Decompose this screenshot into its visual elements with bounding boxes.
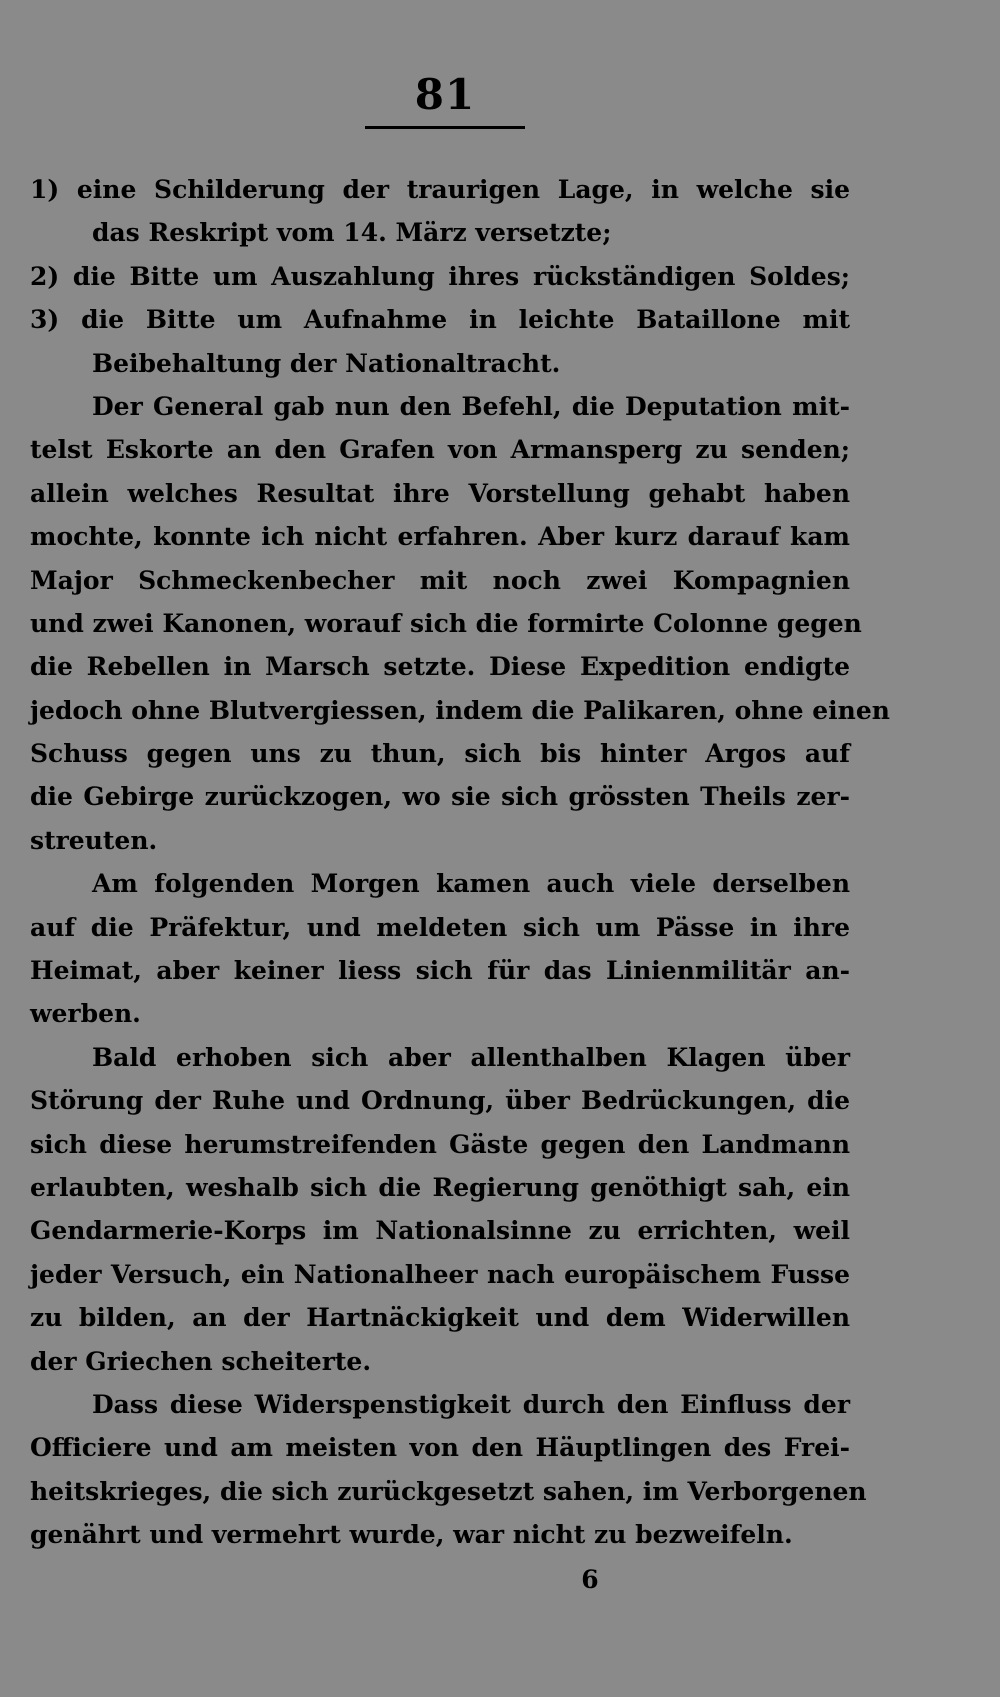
text-line: jeder Versuch, ein Nationalheer nach europäischem Fusse (30, 1259, 850, 1289)
text-line: Heimat, aber keiner liess sich für das Linienmilitär an- (30, 956, 850, 986)
body-text (30, 168, 890, 1557)
text-line: 1) eine Schilderung der traurigen Lage, in welche sie (30, 175, 850, 204)
header-rule (365, 126, 525, 129)
text-line: die Gebirge zurückzogen, wo sie sich grössten Theils zer- (30, 782, 850, 812)
text-line: werben. (30, 999, 141, 1029)
text-line: sich diese herumstreifenden Gäste gegen den Landmann (30, 1129, 850, 1159)
text-line: telst Eskorte an den Grafen von Armansperg zu senden; (30, 435, 850, 465)
text-line: Beibehaltung der Nationaltracht. (92, 348, 561, 378)
text-line: 2) die Bitte um Auszahlung ihres rückständigen Soldes; (30, 261, 850, 291)
text-line: streuten. (30, 825, 158, 855)
text-line: Schuss gegen uns zu thun, sich bis hinter Argos auf (30, 739, 850, 769)
text-line: das Reskript vom 14. März versetzte; (92, 218, 612, 248)
text-line: zu bilden, an der Hartnäckigkeit und dem Widerwillen (30, 1303, 850, 1333)
signature-mark: 6 (581, 1565, 599, 1594)
text-line: der Griechen scheiterte. (30, 1346, 372, 1376)
text-line: die Rebellen in Marsch setzte. Diese Expedition endigte (30, 652, 850, 682)
text-line: jedoch ohne Blutvergiessen, indem die Palikaren, ohne einen (30, 695, 890, 725)
text-line: heitskrieges, die sich zurückgesetzt sahen, im Verborgenen (30, 1476, 867, 1506)
text-line: mochte, konnte ich nicht erfahren. Aber kurz darauf kam (30, 522, 850, 552)
text-line: und zwei Kanonen, worauf sich die formirte Colonne gegen (30, 608, 862, 638)
text-line: Am folgenden Morgen kamen auch viele derselben (92, 869, 850, 899)
text-line: Bald erhoben sich aber allenthalben Klagen über (92, 1042, 850, 1072)
text-line: Der General gab nun den Befehl, die Deputation mit- (92, 391, 850, 421)
text-line: Major Schmeckenbecher mit noch zwei Kompagnien (30, 565, 850, 595)
text-line: auf die Präfektur, und meldeten sich um Pässe in ihre (30, 912, 850, 942)
text-line: allein welches Resultat ihre Vorstellung gehabt haben (30, 478, 850, 508)
text-line: 3) die Bitte um Aufnahme in leichte Bataillone mit (30, 305, 850, 335)
text-line: erlaubten, weshalb sich die Regierung genöthigt sah, ein (30, 1172, 850, 1202)
text-line: Gendarmerie-Korps im Nationalsinne zu errichten, weil (30, 1216, 850, 1246)
text-line: Störung der Ruhe und Ordnung, über Bedrückungen, die (30, 1086, 850, 1116)
text-line: genährt und vermehrt wurde, war nicht zu bezweifeln. (30, 1520, 793, 1550)
text-line: Dass diese Widerspenstigkeit durch den Einfluss der (92, 1389, 850, 1419)
text-line: Officiere und am meisten von den Häuptlingen des Frei- (30, 1433, 850, 1463)
page-number: 81 (414, 70, 476, 119)
